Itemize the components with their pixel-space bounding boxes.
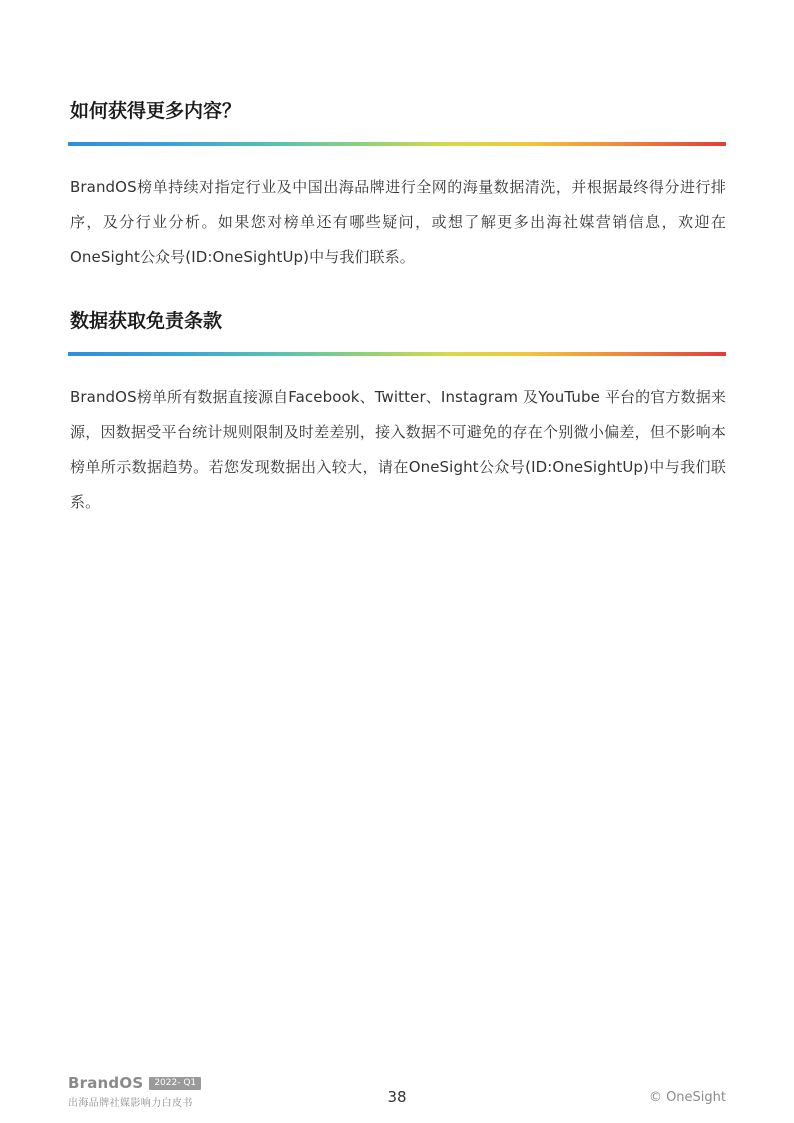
section-title-more-content: 如何获得更多内容？ (70, 100, 242, 122)
copyright-notice: © OneSight (648, 1090, 726, 1105)
section-body-disclaimer: BrandOS榜单所有数据直接源自Facebook、Twitter、Instagram 及YouTube 平台的官方数据来源，因数据受平台统计规则限制及时差差别，接入数据不可避免的存在个别微小偏差，但不影响本榜单所示数据趋势。若您发现数据出入较大，请在OneSight公众号(ID:OneSightUp)中与我们联系。 (70, 388, 726, 511)
gradient-divider (68, 142, 726, 146)
gradient-divider (68, 352, 726, 356)
section-body-more-content: BrandOS榜单持续对指定行业及中国出海品牌进行全网的海量数据清洗，并根据最终得分进行排序，及分行业分析。如果您对榜单还有哪些疑问，或想了解更多出海社媒营销信息，欢迎在OneSight公众号(ID:OneSightUp)中与我们联系。 (70, 178, 726, 266)
section-title-disclaimer: 数据获取免责条款 (70, 310, 223, 332)
page-footer (0, 1074, 794, 1114)
brand-logo-text: BrandOS (68, 1074, 144, 1092)
brand-subtitle: 出海品牌社媒影响力白皮书 (68, 1098, 193, 1109)
edition-badge: 2022- Q1 (149, 1077, 201, 1090)
section-disclaimer (70, 308, 726, 520)
section-more-content (70, 98, 726, 275)
page-number: 38 (387, 1088, 407, 1106)
